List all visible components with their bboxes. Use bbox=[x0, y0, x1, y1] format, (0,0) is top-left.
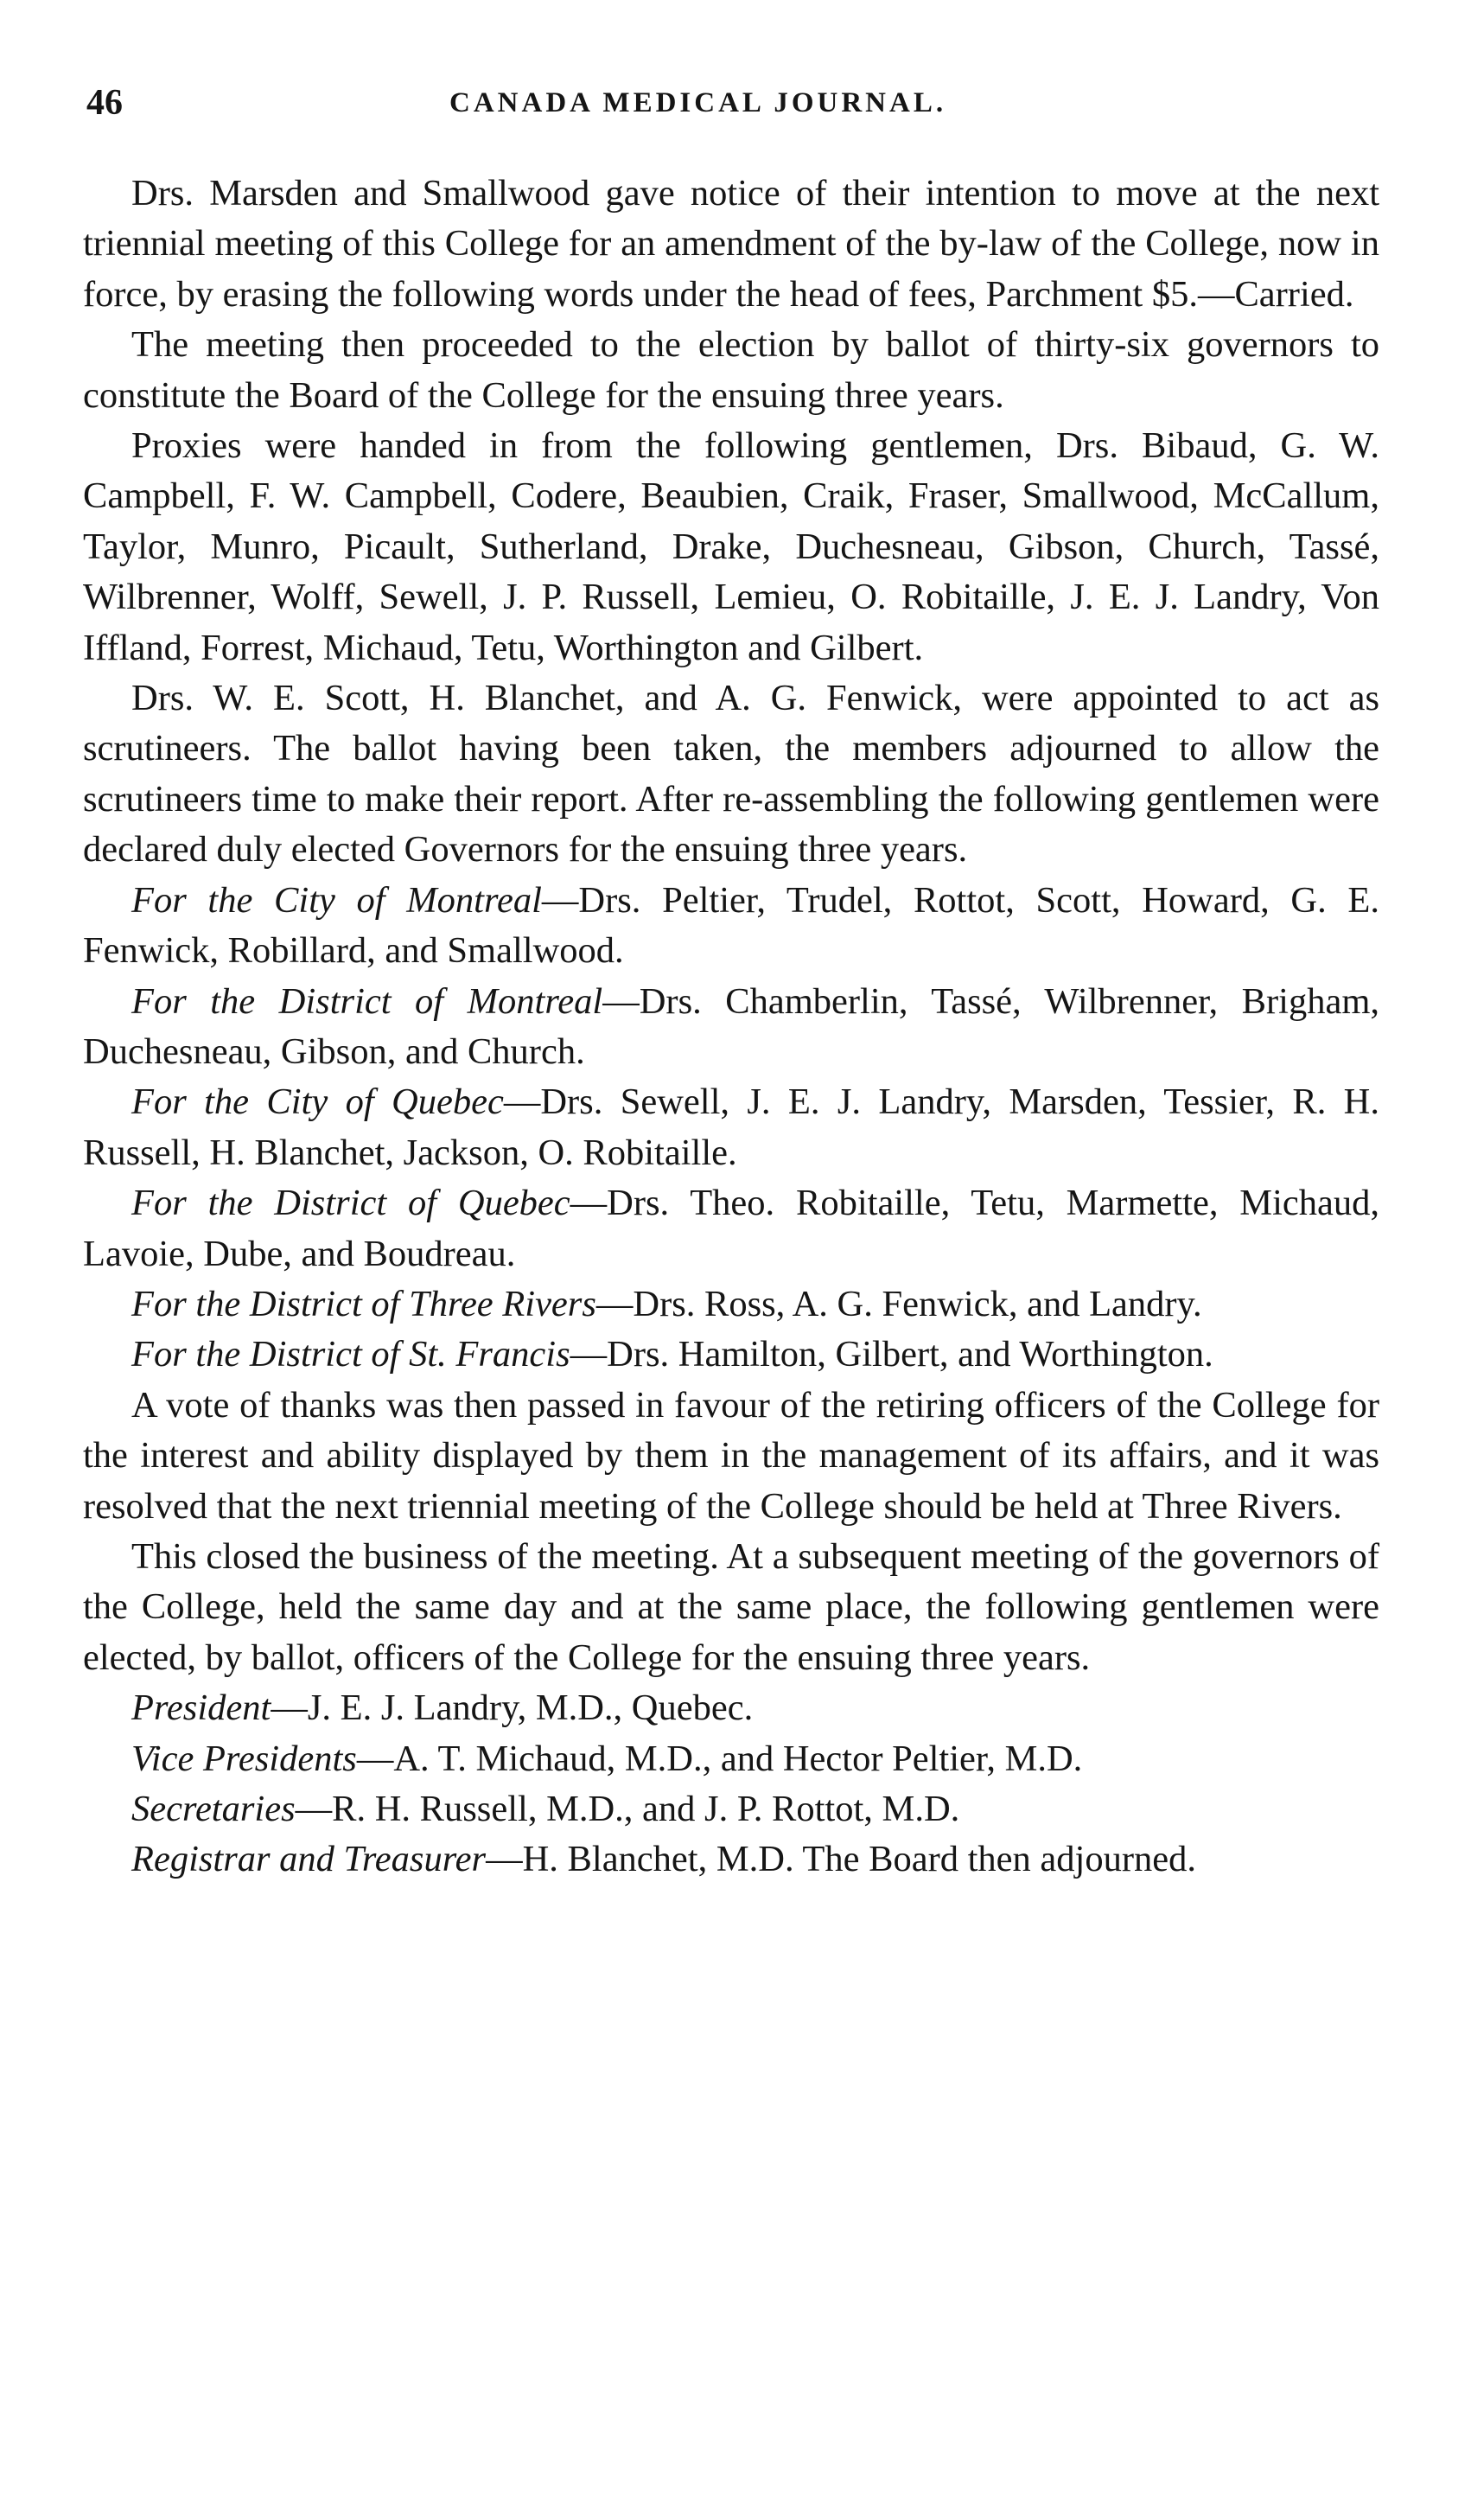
paragraph-proxies: Proxies were handed in from the following gentlemen, Drs. Bibaud, G. W. Campbell, F. W. Campbell, Codere, Beaubien, Craik, Fraser, Smallwood, McCallum, Taylor, Munro, Picault, Sutherland, Drake, Duchesneau, Gibson, Church, Tassé, Wilbrenner, Wolff, Sewell, J. P. Russell, Lemieu, O. Robitaille, J. E. J. Landry, Von Iffland, Forrest, Michaud, Tetu, Worthington and Gilbert. bbox=[83, 425, 1379, 668]
paragraph-subsequent-meeting: This closed the business of the meeting. At a subsequent meeting of the governors of the College, held the same day and at the same place, the following gentlemen were elected, by ballot, officers of the College for the ensuing three years. bbox=[83, 1535, 1379, 1678]
officer-entry bbox=[83, 1683, 1379, 1733]
paragraph-scrutineers: Drs. W. E. Scott, H. Blanchet, and A. G. Fenwick, were appointed to act as scrutineers. The ballot having been taken, the members adjourned to allow the scrutineers time to make their report. After re-assembling the following gentlemen were declared duly elected Governors for the ensuing three years. bbox=[83, 678, 1379, 871]
officer-names: —A. T. Michaud, M.D., and Hector Peltier, M.D. bbox=[356, 1738, 1083, 1779]
district-entry bbox=[83, 1077, 1379, 1178]
district-label: For the District of Three Rivers bbox=[131, 1283, 596, 1324]
district-entry bbox=[83, 1178, 1379, 1279]
officer-entry bbox=[83, 1734, 1379, 1784]
paragraph-vote-of-thanks: A vote of thanks was then passed in favour of the retiring officers of the College for the interest and ability displayed by them in the management of its affairs, and it was resolved that the next triennial meeting of the College should be held at Three Rivers. bbox=[83, 1384, 1379, 1527]
district-label: For the District of Quebec bbox=[131, 1183, 570, 1224]
officer-entry bbox=[83, 1784, 1379, 1834]
officer-title: Secretaries bbox=[131, 1789, 296, 1829]
district-members: —Drs. Ross, A. G. Fenwick, and Landry. bbox=[595, 1283, 1202, 1324]
officer-title: Registrar and Treasurer bbox=[131, 1839, 487, 1880]
district-members: —Drs. Theo. Robitaille, Tetu, Marmette, Michaud, Lavoie, Dube, and Boudreau. bbox=[83, 1183, 1379, 1274]
officer-names: —J. E. J. Landry, M.D., Quebec. bbox=[271, 1687, 754, 1729]
district-label: For the District of St. Francis bbox=[131, 1334, 570, 1375]
district-label: For the District of Montreal bbox=[131, 980, 603, 1022]
page-header bbox=[86, 82, 1383, 134]
paragraph-notice-of-motion: Drs. Marsden and Smallwood gave notice of their intention to move at the next triennial meeting of this College for an amendment of the by-law of the College, now in force, by erasing the following words under the head of fees, Parchment $5.—Carried. bbox=[83, 173, 1379, 315]
article-body bbox=[83, 169, 1379, 1885]
district-members: —Drs. Peltier, Trudel, Rottot, Scott, Howard, G. E. Fenwick, Robillard, and Smallwood. bbox=[83, 879, 1379, 972]
district-entry bbox=[83, 977, 1379, 1078]
district-members: —Drs. Chamberlin, Tassé, Wilbrenner, Brigham, Duchesneau, Gibson, and Church. bbox=[83, 980, 1379, 1072]
district-entry bbox=[83, 1330, 1379, 1380]
officer-names: —R. H. Russell, M.D., and J. P. Rottot, M.D. bbox=[295, 1789, 960, 1829]
page-number: 46 bbox=[86, 83, 123, 123]
district-members: —Drs. Sewell, J. E. J. Landry, Marsden, Tessier, R. H. Russell, H. Blanchet, Jackson, O. Robitaille. bbox=[83, 1081, 1379, 1173]
officer-entry bbox=[83, 1834, 1379, 1885]
paragraph-election-ballot: The meeting then proceeded to the election by ballot of thirty-six governors to constitute the Board of the College for the ensuing three years. bbox=[83, 324, 1379, 416]
officer-title: Vice Presidents bbox=[131, 1738, 357, 1779]
district-entry bbox=[83, 1279, 1379, 1330]
district-label: For the City of Quebec bbox=[131, 1081, 504, 1123]
district-members: —Drs. Hamilton, Gilbert, and Worthington. bbox=[570, 1334, 1213, 1375]
officer-title: President bbox=[131, 1687, 271, 1729]
district-label: For the City of Montreal bbox=[131, 879, 542, 921]
district-entry bbox=[83, 876, 1379, 977]
officer-names: —H. Blanchet, M.D. The Board then adjourned. bbox=[486, 1839, 1196, 1880]
running-title: CANADA MEDICAL JOURNAL. bbox=[449, 87, 947, 118]
